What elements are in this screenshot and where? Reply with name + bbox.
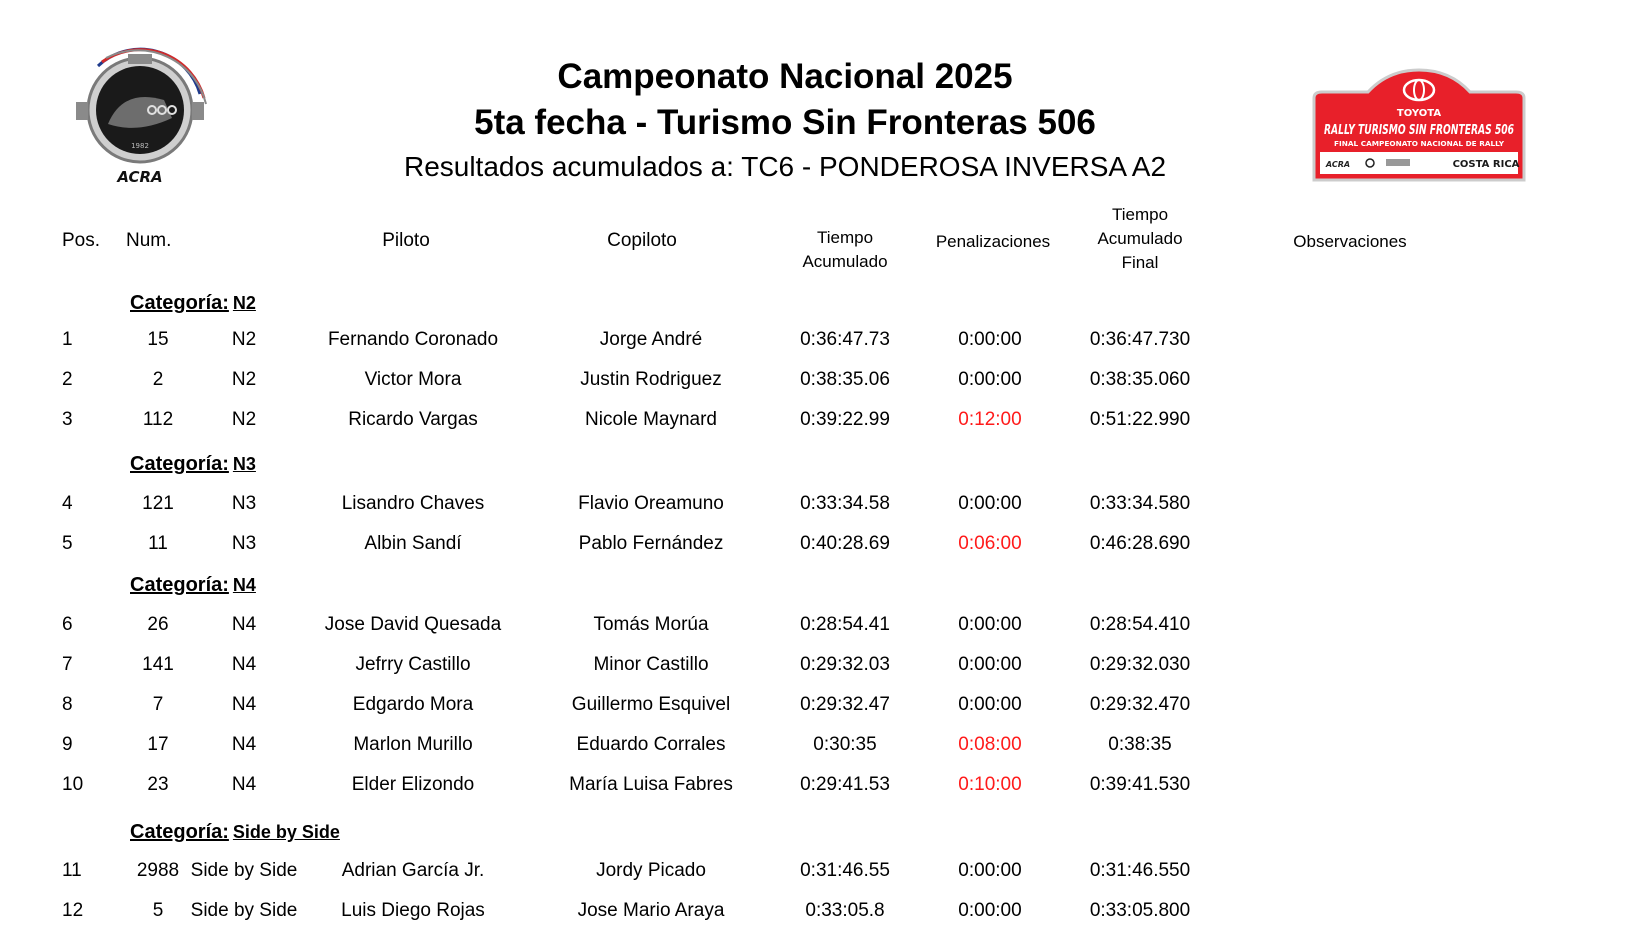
row-piloto: Ricardo Vargas xyxy=(348,409,478,430)
row-position: 11 xyxy=(62,860,82,881)
row-copiloto: Jose Mario Araya xyxy=(577,900,725,921)
row-copiloto: Jordy Picado xyxy=(596,860,706,881)
col-header-pos: Pos. xyxy=(62,230,101,251)
row-penalizacion: 0:00:00 xyxy=(958,493,1022,514)
row-copiloto: María Luisa Fabres xyxy=(569,774,733,795)
col-header-tiempo-final xyxy=(1070,203,1210,272)
col-header-tiempo-final-line2: Acumulado xyxy=(1097,229,1183,248)
row-tiempo-final: 0:33:05.800 xyxy=(1089,900,1191,921)
row-car-number: 17 xyxy=(147,734,169,755)
row-tiempo-final: 0:39:41.530 xyxy=(1089,774,1191,795)
col-header-observaciones: Observaciones xyxy=(1293,232,1407,251)
row-piloto: Jose David Quesada xyxy=(324,614,502,635)
row-penalizacion: 0:00:00 xyxy=(958,860,1022,881)
row-position: 6 xyxy=(62,614,73,635)
rally-country-text: COSTA RICA xyxy=(1452,159,1520,170)
row-car-number: 23 xyxy=(147,774,169,795)
row-position: 10 xyxy=(62,774,84,795)
row-tiempo-final: 0:31:46.550 xyxy=(1089,860,1191,881)
row-tiempo-acumulado: 0:38:35.06 xyxy=(800,369,890,390)
col-header-tiempo-final-line1: Tiempo xyxy=(1111,205,1169,224)
acra-logo xyxy=(68,48,208,188)
row-penalizacion: 0:10:00 xyxy=(958,774,1022,795)
row-tiempo-final: 0:46:28.690 xyxy=(1089,533,1191,554)
row-tiempo-final: 0:38:35 xyxy=(1108,734,1172,755)
row-tiempo-acumulado: 0:40:28.69 xyxy=(800,533,890,554)
category-name: N4 xyxy=(232,575,256,595)
rally-event-name: RALLY TURISMO SIN FRONTERAS 506 xyxy=(1324,123,1514,138)
row-category: N4 xyxy=(231,614,257,635)
results-subtitle: Resultados acumulados a: TC6 - PONDEROSA INVERSA A2 xyxy=(403,151,1167,182)
row-piloto: Adrian García Jr. xyxy=(341,860,485,881)
row-position: 9 xyxy=(62,734,73,755)
row-car-number: 121 xyxy=(142,493,174,514)
row-piloto: Luis Diego Rojas xyxy=(341,900,485,921)
col-header-tiempo-acumulado-line2: Acumulado xyxy=(802,252,888,271)
row-position: 3 xyxy=(62,409,73,430)
category-label: Categoría: xyxy=(130,453,229,475)
toyota-brand-text: TOYOTA xyxy=(1396,108,1442,119)
row-tiempo-final: 0:38:35.060 xyxy=(1089,369,1191,390)
row-penalizacion: 0:00:00 xyxy=(958,654,1022,675)
row-category: N3 xyxy=(231,493,257,514)
rally-tagline: FINAL CAMPEONATO NACIONAL DE RALLY xyxy=(1334,140,1505,148)
row-tiempo-acumulado: 0:36:47.73 xyxy=(800,329,890,350)
row-tiempo-acumulado: 0:29:32.47 xyxy=(800,694,890,715)
row-tiempo-acumulado: 0:33:05.8 xyxy=(805,900,885,921)
rally-acra-text: ACRA xyxy=(1325,160,1351,169)
col-header-copiloto: Copiloto xyxy=(607,230,677,251)
row-copiloto: Tomás Morúa xyxy=(593,614,709,635)
row-tiempo-final: 0:29:32.030 xyxy=(1089,654,1191,675)
row-tiempo-acumulado: 0:31:46.55 xyxy=(800,860,890,881)
row-tiempo-final: 0:29:32.470 xyxy=(1089,694,1191,715)
rally-event-logo xyxy=(1308,68,1530,184)
row-category: Side by Side xyxy=(190,860,298,881)
col-header-num: Num. xyxy=(126,230,172,251)
col-header-tiempo-acumulado-line1: Tiempo xyxy=(816,228,874,247)
row-car-number: 26 xyxy=(147,614,169,635)
row-category: N4 xyxy=(231,654,257,675)
row-tiempo-final: 0:28:54.410 xyxy=(1089,614,1191,635)
row-tiempo-acumulado: 0:33:34.58 xyxy=(800,493,890,514)
row-tiempo-acumulado: 0:39:22.99 xyxy=(800,409,890,430)
row-penalizacion: 0:00:00 xyxy=(958,900,1022,921)
row-piloto: Elder Elizondo xyxy=(351,774,475,795)
row-piloto: Jefrry Castillo xyxy=(355,654,471,675)
row-copiloto: Nicole Maynard xyxy=(585,409,717,430)
row-piloto: Lisandro Chaves xyxy=(341,493,485,514)
category-label: Categoría: xyxy=(130,292,229,314)
event-title: 5ta fecha - Turismo Sin Fronteras 506 xyxy=(474,103,1096,142)
category-label: Categoría: xyxy=(130,821,229,843)
page-title: Campeonato Nacional 2025 xyxy=(557,57,1013,96)
col-header-piloto: Piloto xyxy=(382,230,430,251)
row-car-number: 2988 xyxy=(136,860,180,881)
row-penalizacion: 0:06:00 xyxy=(958,533,1022,554)
category-name: N3 xyxy=(232,454,256,474)
row-tiempo-acumulado: 0:29:41.53 xyxy=(800,774,890,795)
row-copiloto: Flavio Oreamuno xyxy=(578,493,724,514)
row-category: N2 xyxy=(231,409,257,430)
category-header xyxy=(130,451,256,478)
row-position: 8 xyxy=(62,694,73,715)
row-piloto: Edgardo Mora xyxy=(352,694,474,715)
row-category: N3 xyxy=(231,533,257,554)
col-header-tiempo-final-line3: Final xyxy=(1121,253,1159,272)
row-penalizacion: 0:08:00 xyxy=(958,734,1022,755)
row-car-number: 2 xyxy=(152,369,164,390)
category-header xyxy=(130,290,256,317)
category-name: N2 xyxy=(232,293,256,313)
row-tiempo-acumulado: 0:28:54.41 xyxy=(800,614,890,635)
category-header xyxy=(130,572,256,599)
acra-logo-text: ACRA xyxy=(117,168,163,186)
row-position: 7 xyxy=(62,654,73,675)
row-copiloto: Minor Castillo xyxy=(593,654,709,675)
row-penalizacion: 0:00:00 xyxy=(958,614,1022,635)
row-copiloto: Justin Rodriguez xyxy=(580,369,722,390)
row-tiempo-acumulado: 0:30:35 xyxy=(813,734,877,755)
row-position: 2 xyxy=(62,369,73,390)
row-position: 1 xyxy=(62,329,73,350)
col-header-penalizaciones: Penalizaciones xyxy=(935,232,1051,251)
row-car-number: 112 xyxy=(142,409,174,430)
row-car-number: 11 xyxy=(148,533,168,554)
category-name: Side by Side xyxy=(232,822,340,842)
row-piloto: Albin Sandí xyxy=(364,533,462,554)
acra-logo-year: 1982 xyxy=(131,142,149,150)
row-tiempo-final: 0:33:34.580 xyxy=(1089,493,1191,514)
row-penalizacion: 0:00:00 xyxy=(958,329,1022,350)
row-category: N4 xyxy=(231,694,257,715)
row-tiempo-final: 0:51:22.990 xyxy=(1089,409,1191,430)
row-category: Side by Side xyxy=(190,900,298,921)
category-header xyxy=(130,819,340,846)
category-label: Categoría: xyxy=(130,574,229,596)
row-category: N2 xyxy=(231,369,257,390)
row-category: N4 xyxy=(231,734,257,755)
row-position: 5 xyxy=(62,533,73,554)
row-piloto: Fernando Coronado xyxy=(327,329,499,350)
row-penalizacion: 0:00:00 xyxy=(958,694,1022,715)
row-car-number: 5 xyxy=(152,900,164,921)
row-car-number: 7 xyxy=(152,694,164,715)
row-car-number: 141 xyxy=(142,654,174,675)
row-penalizacion: 0:12:00 xyxy=(958,409,1022,430)
col-header-tiempo-acumulado xyxy=(780,226,910,274)
row-piloto: Marlon Murillo xyxy=(353,734,473,755)
row-copiloto: Guillermo Esquivel xyxy=(571,694,731,715)
row-category: N4 xyxy=(231,774,257,795)
row-penalizacion: 0:00:00 xyxy=(958,369,1022,390)
row-tiempo-final: 0:36:47.730 xyxy=(1089,329,1191,350)
row-copiloto: Jorge André xyxy=(599,329,703,350)
row-position: 12 xyxy=(62,900,84,921)
row-copiloto: Eduardo Corrales xyxy=(576,734,726,755)
row-position: 4 xyxy=(62,493,73,514)
row-tiempo-acumulado: 0:29:32.03 xyxy=(800,654,890,675)
row-category: N2 xyxy=(231,329,257,350)
row-car-number: 15 xyxy=(147,329,169,350)
row-copiloto: Pablo Fernández xyxy=(578,533,724,554)
row-piloto: Victor Mora xyxy=(364,369,462,390)
